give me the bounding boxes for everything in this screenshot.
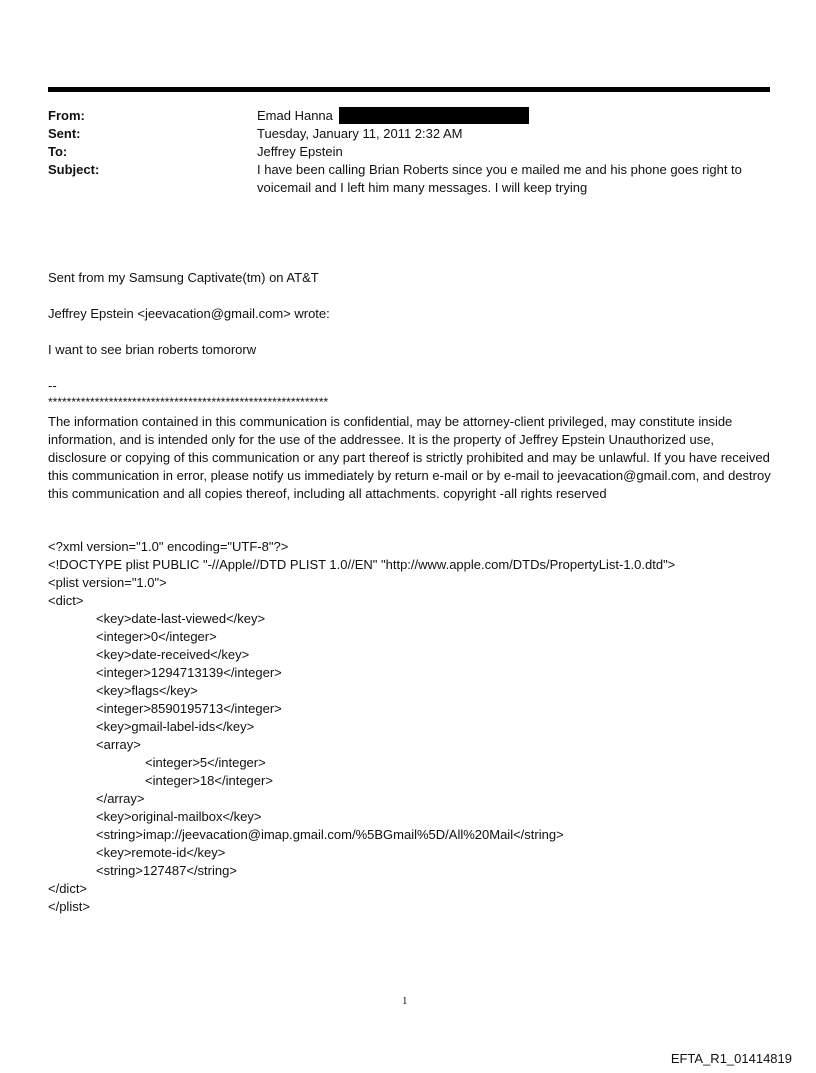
xml-line: <integer>0</integer> (96, 629, 217, 644)
sent-from-line: Sent from my Samsung Captivate(tm) on AT&T (48, 270, 319, 285)
xml-line: <!DOCTYPE plist PUBLIC "-//Apple//DTD PLIST 1.0//EN" "http://www.apple.com/DTDs/PropertyList-1.0.dtd"> (48, 557, 676, 572)
xml-line: <string>127487</string> (96, 863, 237, 878)
disclaimer-text: The information contained in this communication is confidential, may be attorney-client privileged, may constitute inside information, and is intended only for the use of the addressee. It is the property of Jeffrey Epstein Unauthorized use, disclosure or copying of this communication or any part thereof is strictly prohibited and may be unlawful. If you have received this communication in error, please notify us immediately by return e-mail or by e-mail to jeevacation@gmail.com, and destroy this communication and all copies thereof, including all attachments. copyright -all rights reserved (48, 414, 771, 501)
page-number: 1 (402, 995, 408, 1007)
header-rule (48, 87, 770, 92)
xml-line: <array> (96, 737, 141, 752)
to-value: Jeffrey Epstein (257, 144, 343, 159)
sent-label: Sent: (48, 126, 81, 141)
quote-header: Jeffrey Epstein <jeevacation@gmail.com> wrote: (48, 306, 330, 321)
sent-value: Tuesday, January 11, 2011 2:32 AM (257, 126, 463, 141)
redaction-bar (339, 107, 529, 124)
from-value-row (257, 107, 529, 125)
xml-line: <integer>5</integer> (145, 755, 266, 770)
xml-line: <key>flags</key> (96, 683, 198, 698)
to-label: To: (48, 144, 68, 159)
xml-line: <integer>18</integer> (145, 773, 273, 788)
xml-line: <plist version="1.0"> (48, 575, 167, 590)
subject-value: I have been calling Brian Roberts since you e mailed me and his phone goes right to voicemail and I left him many messages. I will keep trying (257, 162, 742, 195)
bates-number: EFTA_R1_01414819 (670, 1051, 792, 1066)
xml-line: <key>date-received</key> (96, 647, 250, 662)
from-value: Emad Hanna (257, 108, 333, 123)
xml-line: </dict> (48, 881, 88, 896)
xml-line: <integer>8590195713</integer> (96, 701, 282, 716)
signature-stars: ************************************************************ (48, 395, 329, 409)
xml-line: <?xml version="1.0" encoding="UTF-8"?> (48, 539, 289, 554)
xml-line: <key>date-last-viewed</key> (96, 611, 266, 626)
xml-line: </array> (96, 791, 145, 806)
plist-xml-block (48, 538, 675, 916)
from-label: From: (48, 108, 85, 123)
signature-dash: -- (48, 378, 57, 393)
xml-line: <integer>1294713139</integer> (96, 665, 282, 680)
xml-line: <key>gmail-label-ids</key> (96, 719, 255, 734)
xml-line: </plist> (48, 899, 90, 914)
xml-line: <key>original-mailbox</key> (96, 809, 262, 824)
xml-line: <dict> (48, 593, 84, 608)
xml-line: <key>remote-id</key> (96, 845, 226, 860)
xml-line: <string>imap://jeevacation@imap.gmail.com/%5BGmail%5D/All%20Mail</string> (96, 827, 564, 842)
quote-text: I want to see brian roberts tomororw (48, 342, 257, 357)
subject-label: Subject: (48, 162, 100, 177)
